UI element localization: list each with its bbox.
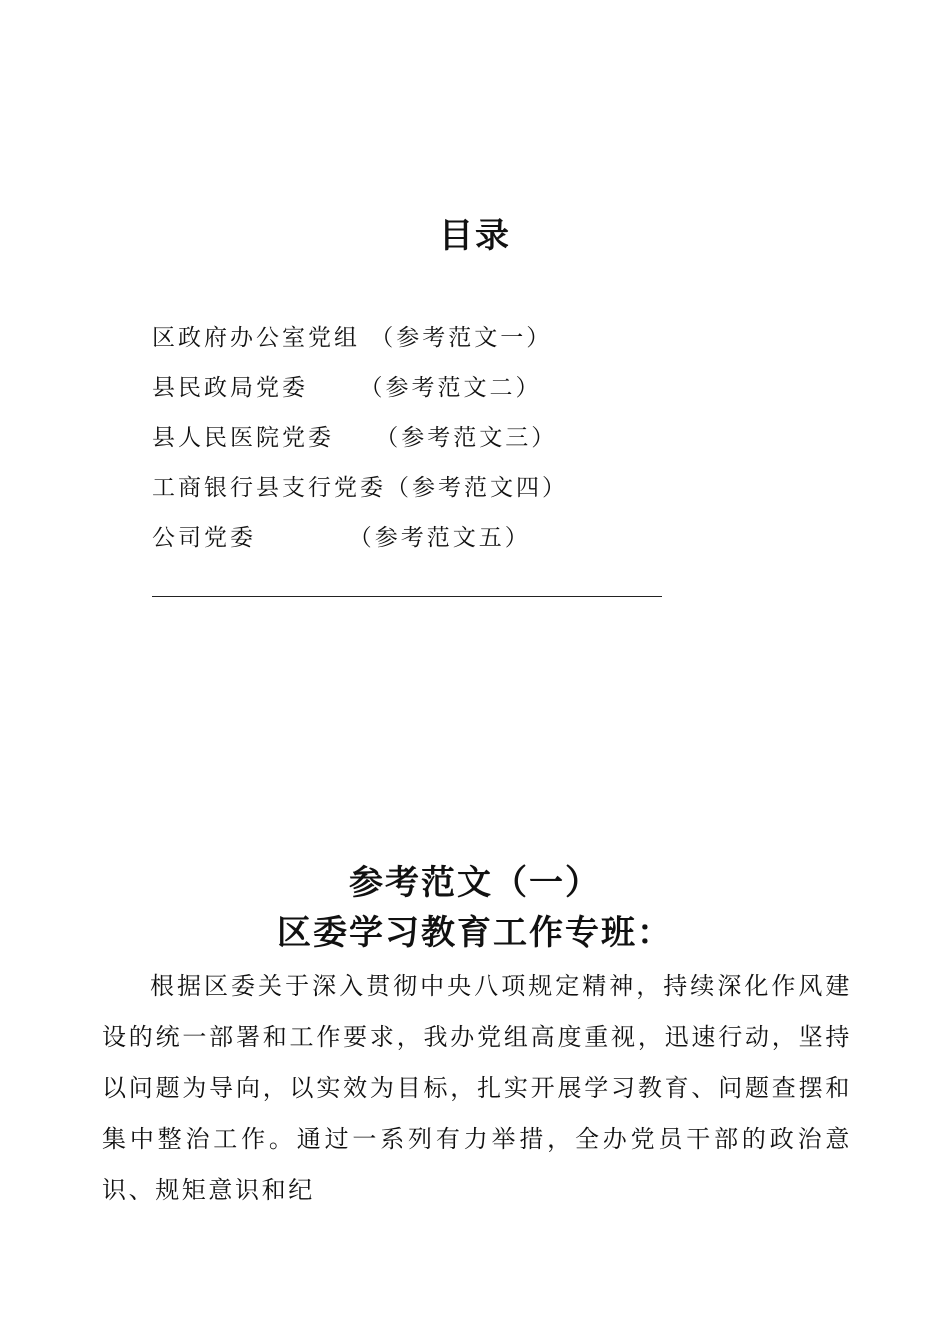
toc-title: 目录 [439, 216, 511, 256]
sample-heading: 参考范文（一） [349, 863, 601, 903]
toc-item[interactable]: 工商银行县支行党委（参考范文四） [152, 475, 568, 501]
toc-divider [152, 596, 662, 597]
toc-item[interactable]: 县人民医院党委 （参考范文三） [152, 425, 558, 451]
toc-item[interactable]: 县民政局党委 （参考范文二） [152, 375, 542, 401]
body-paragraph: 根据区委关于深入贯彻中央八项规定精神，持续深化作风建设的统一部署和工作要求，我办党组高度重视，迅速行动，坚持以问题为导向，以实效为目标，扎实开展学习教育、问题查摆和集中整治工作。通过一系列有力举措，全办党员干部的政治意识、规矩意识和纪 [102, 972, 852, 1204]
toc-item[interactable]: 公司党委 （参考范文五） [152, 525, 531, 551]
toc-list [152, 318, 712, 568]
sample-addressee: 区委学习教育工作专班： [277, 913, 673, 953]
toc-item[interactable]: 区政府办公室党组 （参考范文一） [152, 325, 553, 351]
